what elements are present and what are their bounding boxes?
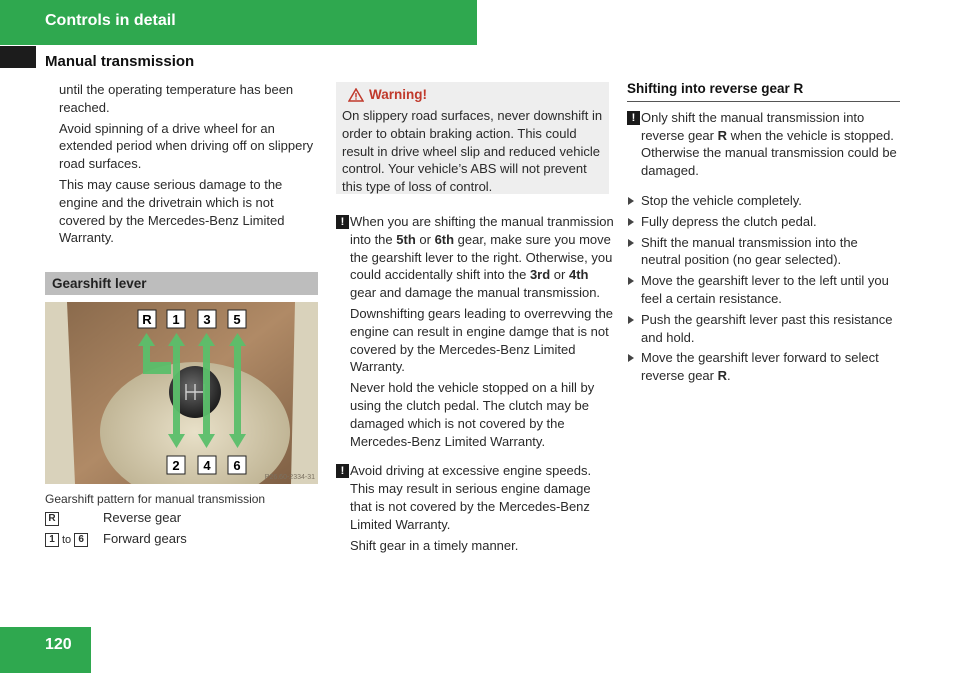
step-item: [627, 213, 900, 231]
gear-label-4: 4: [203, 458, 211, 473]
right-panel: [291, 302, 318, 484]
col1-paragraph: This may cause serious damage to the engine and the drivetrain which is not covered by the Mercedes-Benz Limited Warranty.: [59, 176, 285, 246]
gate-1-2-shaft: [173, 344, 180, 434]
text-run: gear, make sure you move the gearshift lever to the right. Otherwise, you could accidentally shift into the: [350, 231, 613, 283]
legend-key-1: 1: [45, 533, 59, 547]
text-run: when the vehicle is stopped. Otherwise the manual transmission could be damaged.: [641, 127, 897, 179]
note-paragraph: [641, 109, 900, 180]
reverse-gear-heading: Shifting into reverse gear R: [627, 80, 900, 102]
gate-3-4-shaft: [203, 344, 210, 434]
column-2: [336, 213, 614, 557]
warning-triangle-icon: [348, 88, 364, 102]
text-run: When you are shifting the manual tranmission into the: [350, 214, 614, 247]
gear-4th: 4th: [568, 267, 589, 283]
gear-label-1: 1: [172, 312, 180, 327]
step-item: [627, 311, 900, 347]
step-text: Move the gearshift lever to the left until you feel a certain resistance.: [641, 273, 889, 306]
gearshift-lever-subhead: [45, 272, 318, 295]
section-marker: [0, 46, 36, 68]
col1-paragraph: Avoid spinning of a drive wheel for an extended period when driving off on slippery road surfaces.: [59, 120, 314, 172]
legend-key-6: 6: [74, 533, 88, 547]
gear-r: R: [717, 127, 727, 143]
gearshift-photo: [45, 302, 318, 484]
exclamation-icon: !: [336, 215, 349, 229]
gear-label-2: 2: [172, 458, 180, 473]
warning-box: [336, 82, 609, 194]
legend-key-r: R: [45, 512, 59, 526]
exclamation-icon: !: [336, 464, 349, 478]
caution-note-engine-speed: [336, 462, 614, 554]
column-3: [627, 80, 900, 388]
page-number-box: [0, 627, 91, 673]
exclamation-icon: !: [627, 111, 640, 125]
reverse-arrow-shaft: [143, 344, 150, 374]
gear-5th: 5th: [396, 231, 416, 247]
header-title: Controls in detail: [45, 12, 176, 29]
photo-caption: Gearshift pattern for manual transmission: [45, 492, 266, 506]
legend-desc: Reverse gear: [103, 510, 182, 525]
step-item: [627, 192, 900, 210]
step-text: .: [726, 368, 731, 384]
note-paragraph: Shift gear in a timely manner.: [350, 537, 519, 553]
step-arrow-icon: [628, 218, 634, 226]
step-arrow-icon: [628, 277, 634, 285]
caution-note-gear: [336, 213, 614, 450]
legend-row-forward: [45, 531, 187, 547]
step-text: Shift the manual transmission into the neutral position (no gear selected).: [641, 234, 858, 268]
gear-r: R: [717, 368, 727, 384]
column-1: [59, 81, 321, 250]
step-text: Push the gearshift lever past this resistance and hold.: [641, 311, 893, 345]
gear-label-r: R: [142, 312, 152, 327]
step-arrow-icon: [628, 316, 634, 324]
text-run: or: [415, 231, 435, 247]
gear-3rd: 3rd: [529, 267, 551, 283]
warning-heading: [342, 85, 603, 107]
page-number: 120: [45, 636, 72, 653]
step-text: Fully depress the clutch pedal.: [641, 213, 817, 229]
text-run: or: [550, 267, 569, 283]
legend-to: to: [62, 533, 72, 546]
step-text: Stop the vehicle completely.: [641, 192, 802, 208]
gear-label-5: 5: [233, 312, 241, 327]
gate-5-6-shaft: [234, 344, 241, 434]
note-paragraph: Avoid driving at excessive engine speeds. This may result in serious engine damage that is not covered by the Mercedes-Benz Limited Warranty.: [350, 463, 592, 532]
gear-label-3: 3: [203, 312, 211, 327]
caution-note-reverse: [627, 109, 900, 180]
step-arrow-icon: [628, 239, 634, 247]
step-item: [627, 349, 900, 385]
gear-label-6: 6: [233, 458, 241, 473]
legend-desc: Forward gears: [103, 531, 187, 546]
step-item: [627, 272, 900, 308]
note-paragraph: [350, 213, 614, 302]
step-arrow-icon: [628, 197, 634, 205]
text-run: Only shift the manual transmission into reverse gear: [641, 109, 865, 143]
subhead-text: Gearshift lever: [52, 276, 147, 291]
section-title: Manual transmission: [45, 53, 195, 70]
step-text: Move the gearshift lever forward to select reverse gear: [641, 350, 879, 384]
note-paragraph: Never hold the vehicle stopped on a hill by using the clutch pedal. The clutch may be damaged which is not covered by the Mercedes-Benz Limited Warranty.: [350, 380, 595, 449]
legend-row-reverse: [45, 510, 182, 526]
warning-body: On slippery road surfaces, never downshift in order to obtain braking action. This could result in drive wheel slip and reduced vehicle control. Your vehicle’s ABS will not prevent this type of loss of control.: [342, 108, 603, 195]
header-bar: [0, 0, 477, 45]
text-run: gear and damage the manual transmission.: [350, 285, 601, 301]
gear-6th: 6th: [434, 231, 455, 247]
note-paragraph: Downshifting gears leading to overrevving the engine can result in engine damge that is not covered by the Mercedes-Benz Limited Warranty.: [350, 305, 614, 375]
photo-code: P26.60-2334-31: [264, 474, 315, 481]
warning-title: Warning!: [369, 87, 427, 102]
step-arrow-icon: [628, 354, 634, 362]
col1-paragraph: until the operating temperature has been reached.: [59, 82, 294, 115]
step-item: [627, 234, 900, 270]
